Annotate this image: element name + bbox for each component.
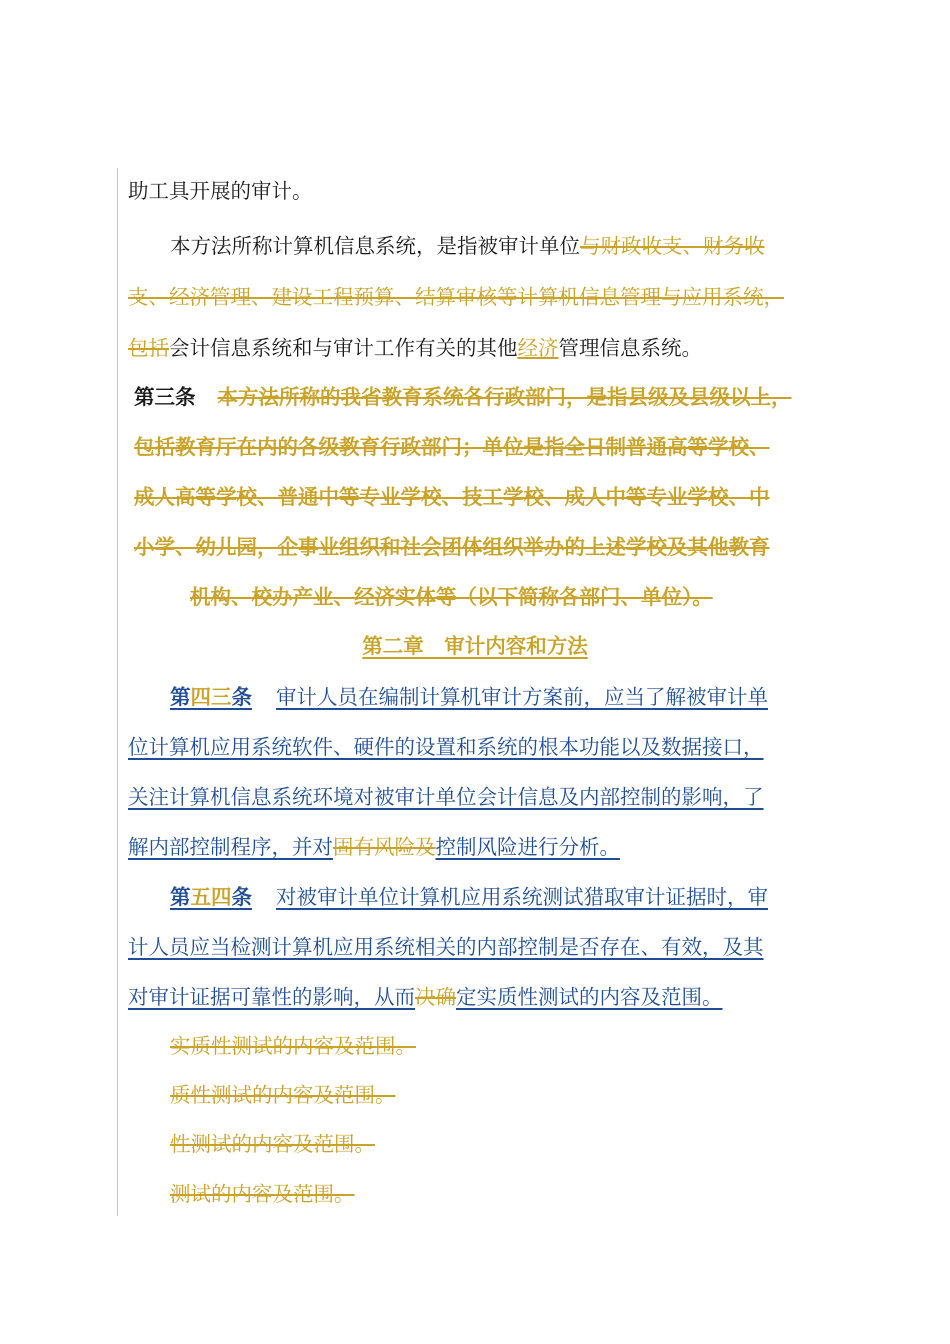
deleted-text: 包括 (128, 336, 169, 360)
inserted-text: 经济 (517, 336, 559, 360)
article-label: 第三条 (134, 385, 196, 409)
inserted-text: 对审计证据可靠性的影响，从而 (128, 985, 415, 1009)
page-margin-line (117, 168, 118, 1216)
deleted-line: 质性测试的内容及范围。 (170, 1083, 396, 1107)
deleted-text: 固有风险及 (333, 835, 436, 859)
text-line (128, 983, 723, 1011)
article-label: 第四三条 (170, 685, 252, 709)
chapter-heading (0, 632, 950, 660)
text-line (170, 683, 768, 711)
article-label: 第五四条 (170, 885, 252, 909)
deleted-text: 小学、幼儿园，企事业组织和社会团体组织举办的上述学校及其他教育 (134, 535, 770, 559)
inserted-text: 计人员应当检测计算机应用系统相关的内部控制是否存在、有效，及其 (128, 935, 764, 959)
text-line (134, 383, 792, 411)
paragraph-text: 本方法所称计算机信息系统，是指被审计单位 (170, 234, 580, 258)
inserted-text: 对被审计单位计算机应用系统测试猎取审计证据时，审 (276, 885, 768, 909)
deleted-line: 实质性测试的内容及范围。 (170, 1034, 416, 1058)
deleted-text: 成人高等学校、普通中等专业学校、技工学校、成人中等专业学校、中 (134, 485, 770, 509)
text-line (170, 232, 765, 260)
text-line (128, 177, 313, 205)
inserted-text: 审计人员在编制计算机审计方案前，应当了解被审计单 (276, 685, 768, 709)
text-line (128, 334, 702, 362)
deleted-text: 本方法所称的我省教育系统各行政部门，是指县级及县级以上， (217, 385, 792, 409)
text-line (170, 883, 768, 911)
paragraph-text: 管理信息系统。 (558, 336, 702, 360)
text-line (128, 833, 620, 861)
deleted-text: 机构、校办产业、经济实体等（以下简称各部门、单位）。 (190, 585, 713, 609)
inserted-text: 关注计算机信息系统环境对被审计单位会计信息及内部控制的影响，了 (128, 785, 764, 809)
chapter-title: 第二章 审计内容和方法 (362, 634, 588, 658)
paragraph-text: 助工具开展的审计。 (128, 179, 313, 203)
inserted-text: 定实质性测试的内容及范围。 (456, 985, 723, 1009)
inserted-text: 位计算机应用系统软件、硬件的设置和系统的根本功能以及数据接口， (128, 735, 764, 759)
text-line (128, 283, 784, 311)
inserted-text: 控制风险进行分析。 (435, 835, 620, 859)
deleted-text: 支、经济管理、建设工程预算、结算审核等计算机信息管理与应用系统， (128, 285, 784, 309)
deleted-text: 与财政收支、财务收 (580, 234, 765, 258)
inserted-text: 解内部控制程序，并对 (128, 835, 333, 859)
deleted-text: 包括教育厅在内的各级教育行政部门；单位是指全日制普通高等学校、 (134, 435, 770, 459)
deleted-text: 决确 (415, 985, 456, 1009)
paragraph-text: 会计信息系统和与审计工作有关的其他 (169, 336, 518, 360)
deleted-line: 测试的内容及范围。 (170, 1182, 355, 1206)
deleted-line: 性测试的内容及范围。 (170, 1132, 375, 1156)
